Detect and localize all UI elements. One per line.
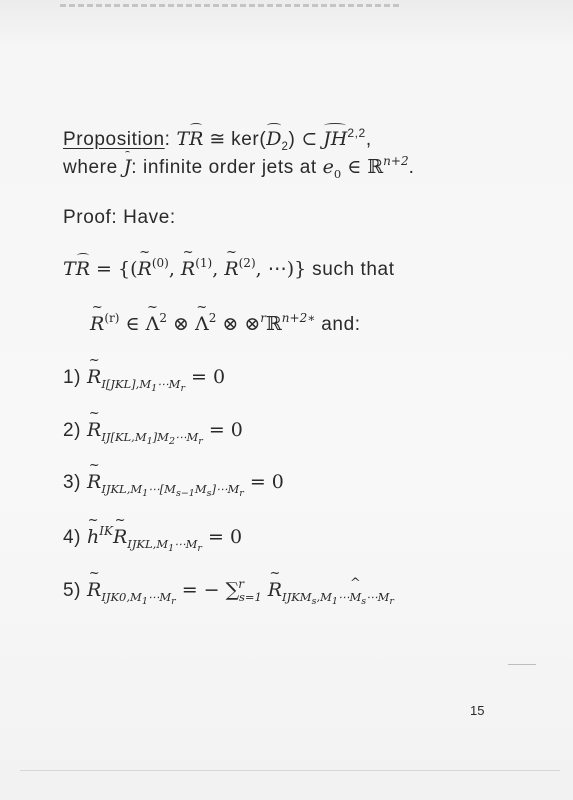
proposition-line: Proposition: TR ≅ $ker(D_2)$ ⊂ JH$^{2,2}$,: [63, 126, 372, 153]
scan-artifact-bottom: [20, 770, 560, 771]
condition-2: 2) R $\sim_{IJ[KL,M_1]M_2\cdots M_r} = 0$: [63, 419, 243, 442]
page-number: 15: [470, 703, 485, 718]
where-line: where J: infinite order jets at $e_0$ ∈ ℝ$^{n+2}$.: [63, 154, 415, 181]
rr-membership: R ~$^{(r)}$ ∈ Λ ~$^2$ ⊗ Λ ~$^2$ ⊗ ⊗$^r$ℝ$^{n+2∗}$ and:: [90, 313, 361, 336]
condition-3: 3) R $\sim_{IJKL,M_1\cdots[M_{s-1}M_s]\cdots M_r} = 0$: [63, 471, 284, 494]
scan-artifact-mark: [508, 664, 536, 665]
condition-1: 1) R $\sim_{I[JKL],M_1\cdots M_r} = 0$: [63, 366, 225, 389]
scan-artifact-top: [60, 4, 400, 7]
condition-4: 4) h ~$^{IK}$R $\sim_{IJKL,M_1\cdots M_r} = 0$: [63, 526, 242, 549]
tr-definition: TR = {(R ~$^{(0)}$, R ~$^{(1)}$, R ~$^{(2)}$, ⋯)} such that: [63, 258, 395, 281]
proposition-label: Proposition: [63, 129, 165, 150]
proof-label: Proof: Have:: [63, 207, 176, 228]
jet-space-symbol: JH: [323, 128, 348, 150]
condition-5: 5) R $\sim_{IJK0,M_1\cdots M_r}$ = − ∑$^r_{s=1}$ R $\sim_{IJKM_s,M_1\cdots M_s\cdots M_r}$: [63, 579, 394, 602]
